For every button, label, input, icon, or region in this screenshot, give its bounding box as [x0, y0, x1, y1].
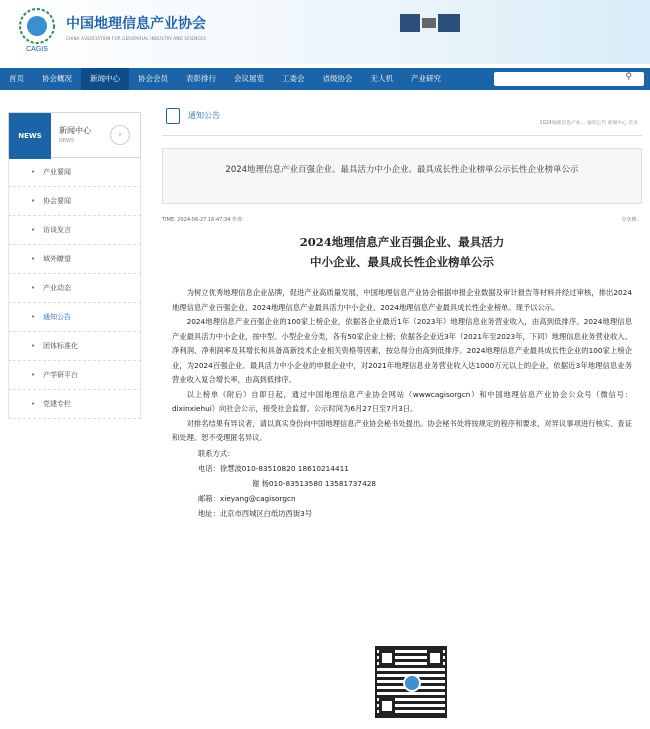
qr-code-icon — [375, 646, 447, 718]
time-label: TIME: 2024-06-27 16:47:34 作者: — [162, 217, 244, 223]
title-box: 2024地理信息产业百强企业、最具活力中小企业、最具成长性企业榜单公示长性企业榜单公示 — [162, 148, 642, 204]
main-content — [162, 108, 642, 521]
share-label[interactable]: 分享到: — [621, 217, 638, 223]
contact-line: 地址：北京市西城区白纸坊西街3号 — [198, 508, 313, 518]
main-nav — [0, 68, 650, 90]
nav-item[interactable]: 工委会 — [282, 74, 305, 83]
channel-title: 通知公告 — [188, 111, 220, 120]
article-title — [162, 232, 642, 272]
search-icon[interactable]: ⚲ — [625, 72, 632, 82]
sidebar — [8, 112, 141, 419]
nav-item[interactable]: 首页 — [9, 74, 24, 83]
sidebar-item[interactable]: • 党建专栏 — [8, 390, 141, 419]
nav-item[interactable]: 表彰排行 — [186, 74, 216, 83]
sidebar-item[interactable]: • 访谈发言 — [8, 216, 141, 245]
sidebar-sub: NEWS — [59, 138, 75, 144]
sidebar-header — [8, 112, 141, 158]
sidebar-item[interactable]: • 产学研平台 — [8, 361, 141, 390]
article-body — [162, 286, 642, 521]
paragraph: 2024地理信息产业百强企业的100家上榜企业，依据各企业最近1年（2023年）地理信息业务营业收入，由高到低排序。2024地理信息产业最具活力中小企业，按中型、小型企业分类，各有50家企业上榜；依据各企业近3年（2021年至2023年，下同）地理信息业务营业收入、净利润、净利润率及其增长和具备高新技术企业相关资格等因素，按总得分由高到低排序。2024地理信息产业最具成长性企业的100家上榜企业，为2024百强企业、最具活力中小企业的申报企业中，对2021年地理信息业务营业收入达1000万元以上的企业，依据近3年地理信息业务营业收入复合增长率，由高到低排序。 — [172, 317, 632, 384]
sidebar-item[interactable]: • 协会要闻 — [8, 187, 141, 216]
logo-text: CAGIS — [26, 46, 48, 53]
nav-item[interactable]: 产业研究 — [411, 74, 441, 83]
title-line: 2024地理信息产业百强企业、最具活力 — [299, 235, 505, 249]
site-header — [0, 0, 650, 64]
sidebar-item[interactable]: • 产业要闻 — [8, 158, 141, 187]
contact-line: 邮箱：xieyang@cagisorgcn — [198, 493, 296, 503]
nav-item[interactable]: 省级协会 — [322, 74, 353, 83]
nav-item[interactable]: 无人机 — [370, 74, 393, 83]
nav-item-active[interactable]: 新闻中心 — [81, 68, 129, 90]
news-badge: NEWS — [9, 113, 51, 159]
contact-line: 电话：徐慧波010-83510820 18610214411 — [198, 463, 349, 473]
contact-line: 谢 杨010-83513580 13581737428 — [252, 478, 377, 488]
paragraph: 为树立优秀地理信息企业品牌，促进产业高质量发展，中国地理信息产业协会根据申报企业数据及审计报告等材料并经过审核，排出2024地理信息产业百强企业、2024地理信息产业最具活力中小企业、2024地理信息产业最具成长性企业榜单。现予以公示。 — [172, 288, 632, 312]
channel-header — [162, 108, 642, 136]
chevron-right-icon[interactable]: › — [110, 125, 130, 145]
sidebar-title: 新闻中心 — [59, 126, 91, 135]
contact-line: 联系方式： — [198, 448, 235, 458]
nav-item[interactable]: 会议展览 — [234, 74, 264, 83]
paragraph: 对排名结果有异议者，请以真实身份向中国地理信息产业协会秘书处提出。协会秘书处将按规定的程序和要求，对异议事项进行核实、查证和处理。恕不受理匿名异议。 — [172, 418, 632, 442]
notice-icon — [166, 108, 180, 124]
site-title[interactable]: 中国地理信息产业协会 — [66, 16, 206, 32]
contact — [172, 446, 632, 521]
paragraph: 以上榜单（附后）自即日起，通过中国地理信息产业协会网站（wwwcagisorgcn）和中国地理信息产业协会公众号（微信号：dixinxiehui）向社会公示，接受社会监督。公示时间为6月27日至7月3日。 — [172, 389, 632, 413]
logo-icon[interactable] — [16, 6, 58, 54]
site-subtitle: CHINA ASSOCIATION FOR GEOSPATIAL INDUSTRY AND SCIENCES — [66, 36, 206, 41]
satellite-icon — [400, 4, 470, 44]
sidebar-item[interactable]: • 团体标准化 — [8, 332, 141, 361]
sidebar-item[interactable]: • 域外瞭望 — [8, 245, 141, 274]
sidebar-item-active[interactable]: • 通知公告 — [8, 303, 141, 332]
nav-item[interactable]: 协会概况 — [42, 74, 72, 83]
breadcrumb[interactable]: 2024地理信息产业… 通知公告 新闻中心 首页 — [539, 121, 638, 126]
article-meta — [162, 216, 642, 226]
sidebar-item[interactable]: • 产业动态 — [8, 274, 141, 303]
search-input[interactable] — [494, 72, 644, 86]
title-line: 中小企业、最具成长性企业榜单公示 — [310, 255, 494, 269]
nav-item[interactable]: 协会会员 — [138, 74, 168, 83]
